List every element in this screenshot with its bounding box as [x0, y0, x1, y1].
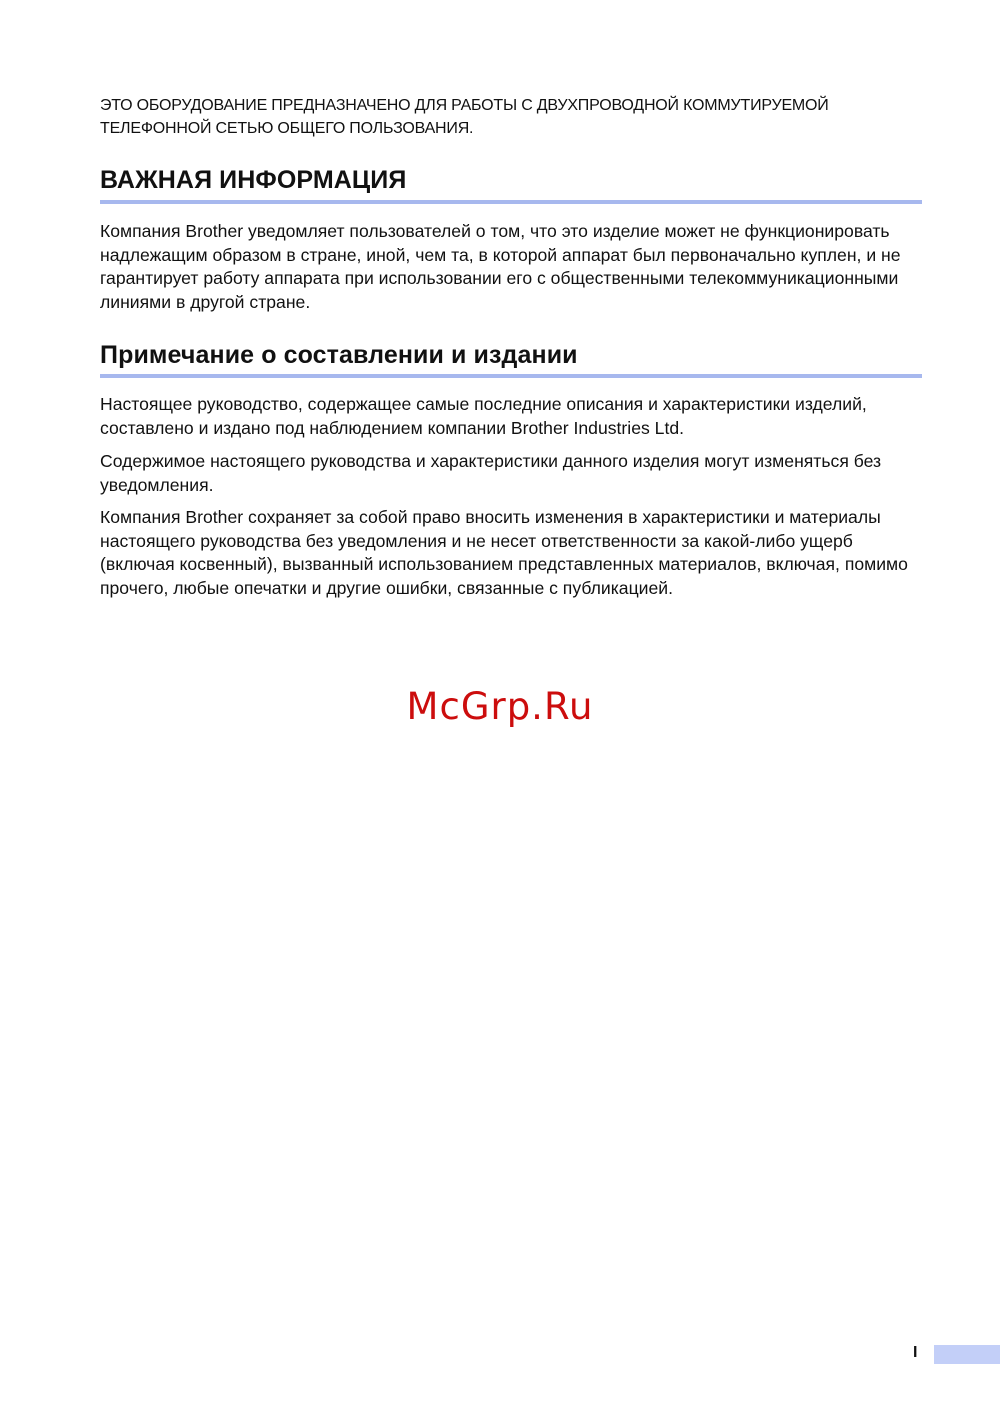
- section-paragraph: Содержимое настоящего руководства и характеристики данного изделия могут изменяться без уведомления.: [100, 451, 882, 495]
- section-paragraph: Настоящее руководство, содержащее самые последние описания и характеристики изделий, составлено и издано под наблюдением компании Brother Industries Ltd.: [100, 394, 867, 438]
- section-heading-important-info: ВАЖНАЯ ИНФОРМАЦИЯ: [100, 166, 407, 194]
- section-divider: [100, 200, 922, 204]
- intro-notice: ЭТО ОБОРУДОВАНИЕ ПРЕДНАЗНАЧЕНО ДЛЯ РАБОТЫ С ДВУХПРОВОДНОЙ КОММУТИРУЕМОЙ ТЕЛЕФОННОЙ СЕТЬЮ ОБЩЕГО ПОЛЬЗОВАНИЯ.: [100, 97, 829, 137]
- section-heading-compilation-notice: Примечание о составлении и издании: [100, 341, 578, 369]
- page-number: I: [913, 1344, 918, 1361]
- watermark-text: McGrp.Ru: [406, 685, 594, 728]
- page-tab-marker: [934, 1345, 1000, 1364]
- section-paragraph: Компания Brother сохраняет за собой право вносить изменения в характеристики и материалы настоящего руководства без уведомления и не несет ответственности за какой-либо ущерб (включая косвенный), вызванный использованием представленных материалов, включая, помимо прочего, любые опечатки и другие ошибки, связанные с публикацией.: [100, 507, 908, 598]
- section-paragraph: Компания Brother уведомляет пользователей о том, что это изделие может не функционировать надлежащим образом в стране, иной, чем та, в которой аппарат был первоначально куплен, и не гарантирует работу аппарата при использовании его с общественными телекоммуникационными линиями в другой стране.: [100, 221, 901, 312]
- section-divider: [100, 374, 922, 378]
